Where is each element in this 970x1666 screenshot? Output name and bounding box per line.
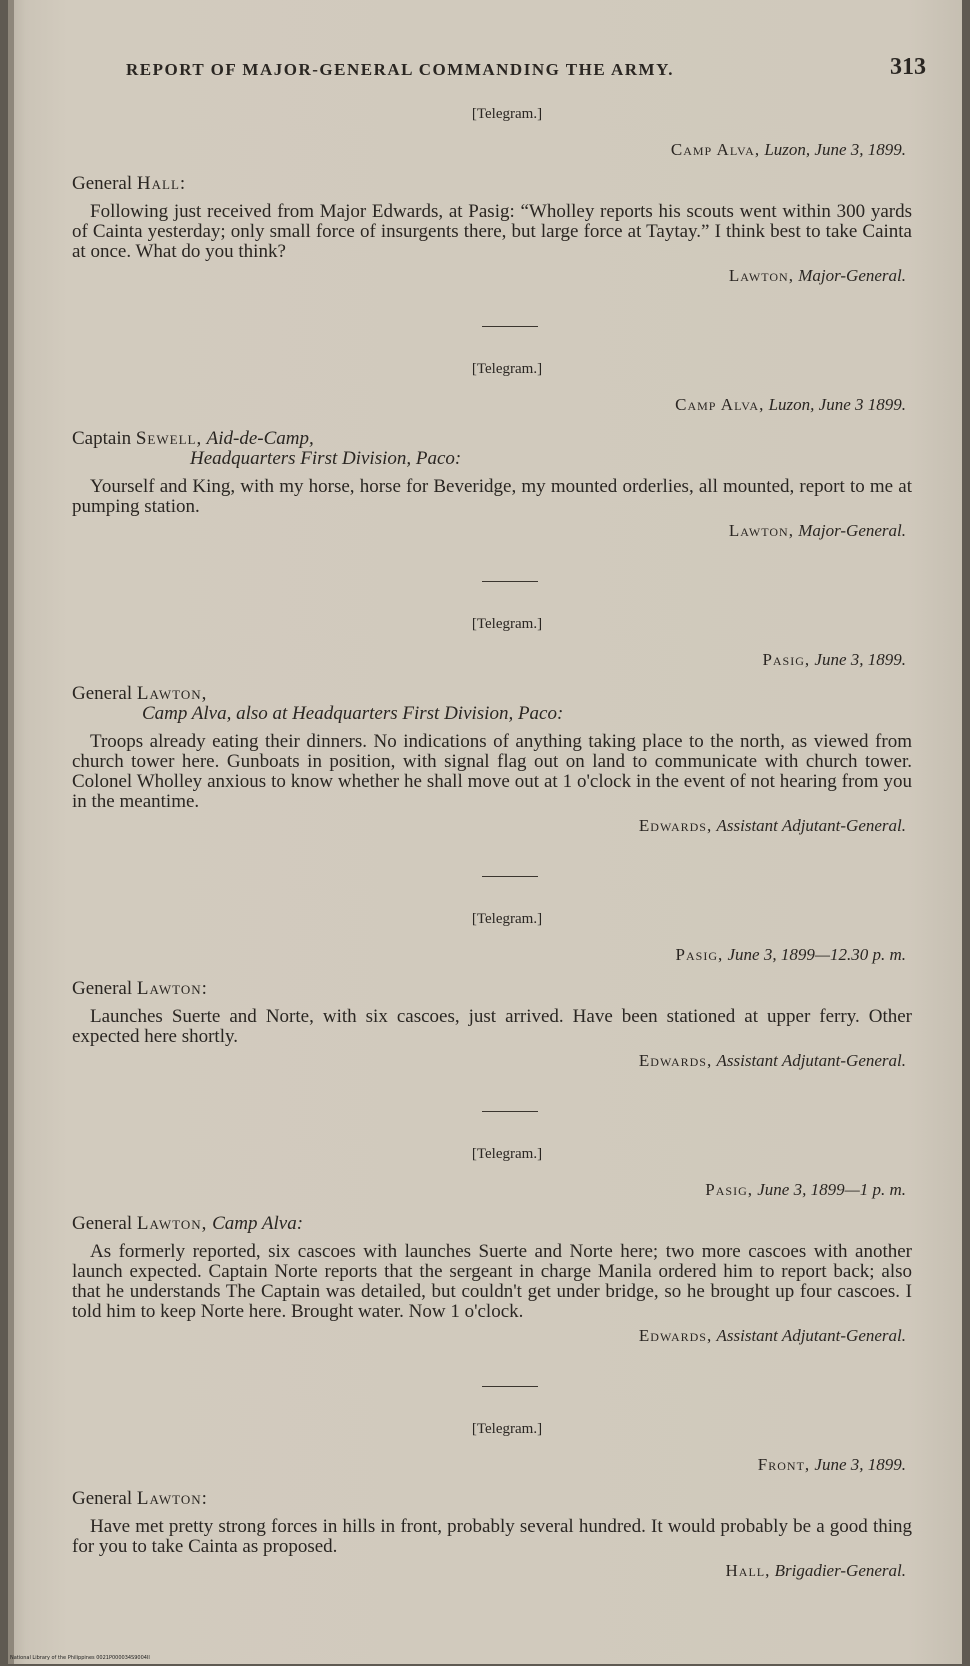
signature-name: Lawton, [728,266,794,285]
dateline-date: Luzon, June 3 1899. [768,395,906,414]
dateline [72,945,912,965]
section-divider [482,876,538,877]
telegram-body: Launches Suerte and Norte, with six cascoes, just arrived. Have been stationed at upper ferry. Other expected here shortly. [72,1006,912,1047]
telegram-entry [72,909,912,1071]
dateline-place: Camp Alva, [670,140,761,159]
dateline-date: June 3, 1899—12.30 p. m. [727,945,906,964]
telegram-entry [72,104,912,286]
dateline-place: Pasig, [762,650,811,669]
section-divider [482,1111,538,1112]
running-header [126,54,926,80]
addressee [72,1489,912,1509]
dateline [72,395,912,415]
addressee [72,979,912,999]
dateline [72,140,912,160]
signature-name: Hall, [725,1561,771,1580]
addressee [72,174,912,194]
signature-title: Assistant Adjutant-General. [716,1326,906,1345]
addressee [72,1214,912,1234]
addressee-prefix: Captain [72,428,136,449]
signature-title: Major-General. [798,266,906,285]
addressee-name: Lawton [136,978,202,999]
section-divider [482,581,538,582]
telegram-list [72,104,912,1581]
scan-footer: National Library of the Philippines 0021P000034S9004II [10,1655,150,1661]
dateline-date: Luzon, June 3, 1899. [764,140,906,159]
telegram-body: Yourself and King, with my horse, horse for Beveridge, my mounted orderlies, all mounted, report to me at pumping station. [72,476,912,517]
telegram-body: Troops already eating their dinners. No indications of anything taking place to the north, as viewed from church tower here. Gunboats in position, with signal flag out on land to communicate with church tower. Colonel Wholley anxious to know whether he shall move out at 1 o'clock in the event of not hearing from you in the meantime. [72,731,912,812]
addressee-name: Sewell, [135,428,203,449]
addressee-suffix: Aid-de-Camp, [202,428,314,449]
telegram-label: [Telegram.] [471,106,543,122]
dateline-date: June 3, 1899. [814,1455,906,1474]
addressee [72,684,912,704]
telegram-label: [Telegram.] [471,1421,543,1437]
telegram-entry [72,614,912,836]
dateline-place: Front, [757,1455,811,1474]
telegram-label: [Telegram.] [471,616,543,632]
telegram-body: Following just received from Major Edwards, at Pasig: “Wholley reports his scouts went within 300 yards of Cainta yesterday; only small force of insurgents there, but large force at Taytay.” I think best to take Cainta at once. What do you think? [72,201,912,262]
addressee-suffix: Camp Alva: [207,1213,304,1234]
dateline [72,1455,912,1475]
signature [72,1326,912,1346]
signature [72,1051,912,1071]
dateline-place: Pasig, [675,945,724,964]
addressee-name: Hall [136,173,180,194]
signature-title: Brigadier-General. [774,1561,906,1580]
addressee-prefix: General [72,173,137,194]
signature [72,521,912,541]
page-binding-edge [8,0,14,1664]
addressee-prefix: General [72,1488,137,1509]
section-divider [482,326,538,327]
addressee-line2: Headquarters First Division, Paco: [190,448,462,469]
addressee-suffix: : [201,1488,207,1509]
document-page [8,0,962,1664]
addressee-prefix: General [72,1213,137,1234]
dateline-place: Camp Alva, [675,395,765,414]
telegram-entry [72,359,912,541]
telegram-body: Have met pretty strong forces in hills in front, probably several hundred. It would probably be a good thing for you to take Cainta as proposed. [72,1516,912,1557]
dateline-date: June 3, 1899—1 p. m. [757,1180,906,1199]
dateline-date: June 3, 1899. [814,650,906,669]
addressee-suffix: : [201,978,207,999]
signature-title: Assistant Adjutant-General. [716,816,906,835]
signature-title: Major-General. [798,521,906,540]
telegram-body: As formerly reported, six cascoes with launches Suerte and Norte here; two more cascoes with another launch expected. Captain Norte reports that the sergeant in charge Manila ordered him to report back; also that he understands The Captain was detailed, but couldn't get under bridge, so he brought up four cascoes. I told him to keep Norte here. Brought water. Now 1 o'clock. [72,1241,912,1322]
addressee-name: Lawton, [136,683,208,704]
dateline-place: Pasig, [705,1180,754,1199]
signature-name: Edwards, [638,1326,713,1345]
addressee [72,429,912,449]
signature-title: Assistant Adjutant-General. [716,1051,906,1070]
telegram-entry [72,1144,912,1346]
telegram-label: [Telegram.] [471,911,543,927]
signature [72,816,912,836]
telegram-entry [72,1419,912,1581]
addressee-prefix: General [72,978,137,999]
signature [72,1561,912,1581]
signature-name: Lawton, [728,521,794,540]
telegram-label: [Telegram.] [471,361,543,377]
addressee-line2: Camp Alva, also at Headquarters First Division, Paco: [142,703,564,724]
addressee-name: Lawton [136,1488,202,1509]
signature-name: Edwards, [638,816,713,835]
dateline [72,1180,912,1200]
signature [72,266,912,286]
addressee-prefix: General [72,683,137,704]
section-divider [482,1386,538,1387]
addressee-suffix: : [179,173,186,194]
addressee-name: Lawton, [136,1213,208,1234]
page-number: 313 [890,54,926,80]
telegram-label: [Telegram.] [471,1146,543,1162]
signature-name: Edwards, [638,1051,713,1070]
dateline [72,650,912,670]
header-title: REPORT OF MAJOR-GENERAL COMMANDING THE ARMY. [126,60,675,79]
